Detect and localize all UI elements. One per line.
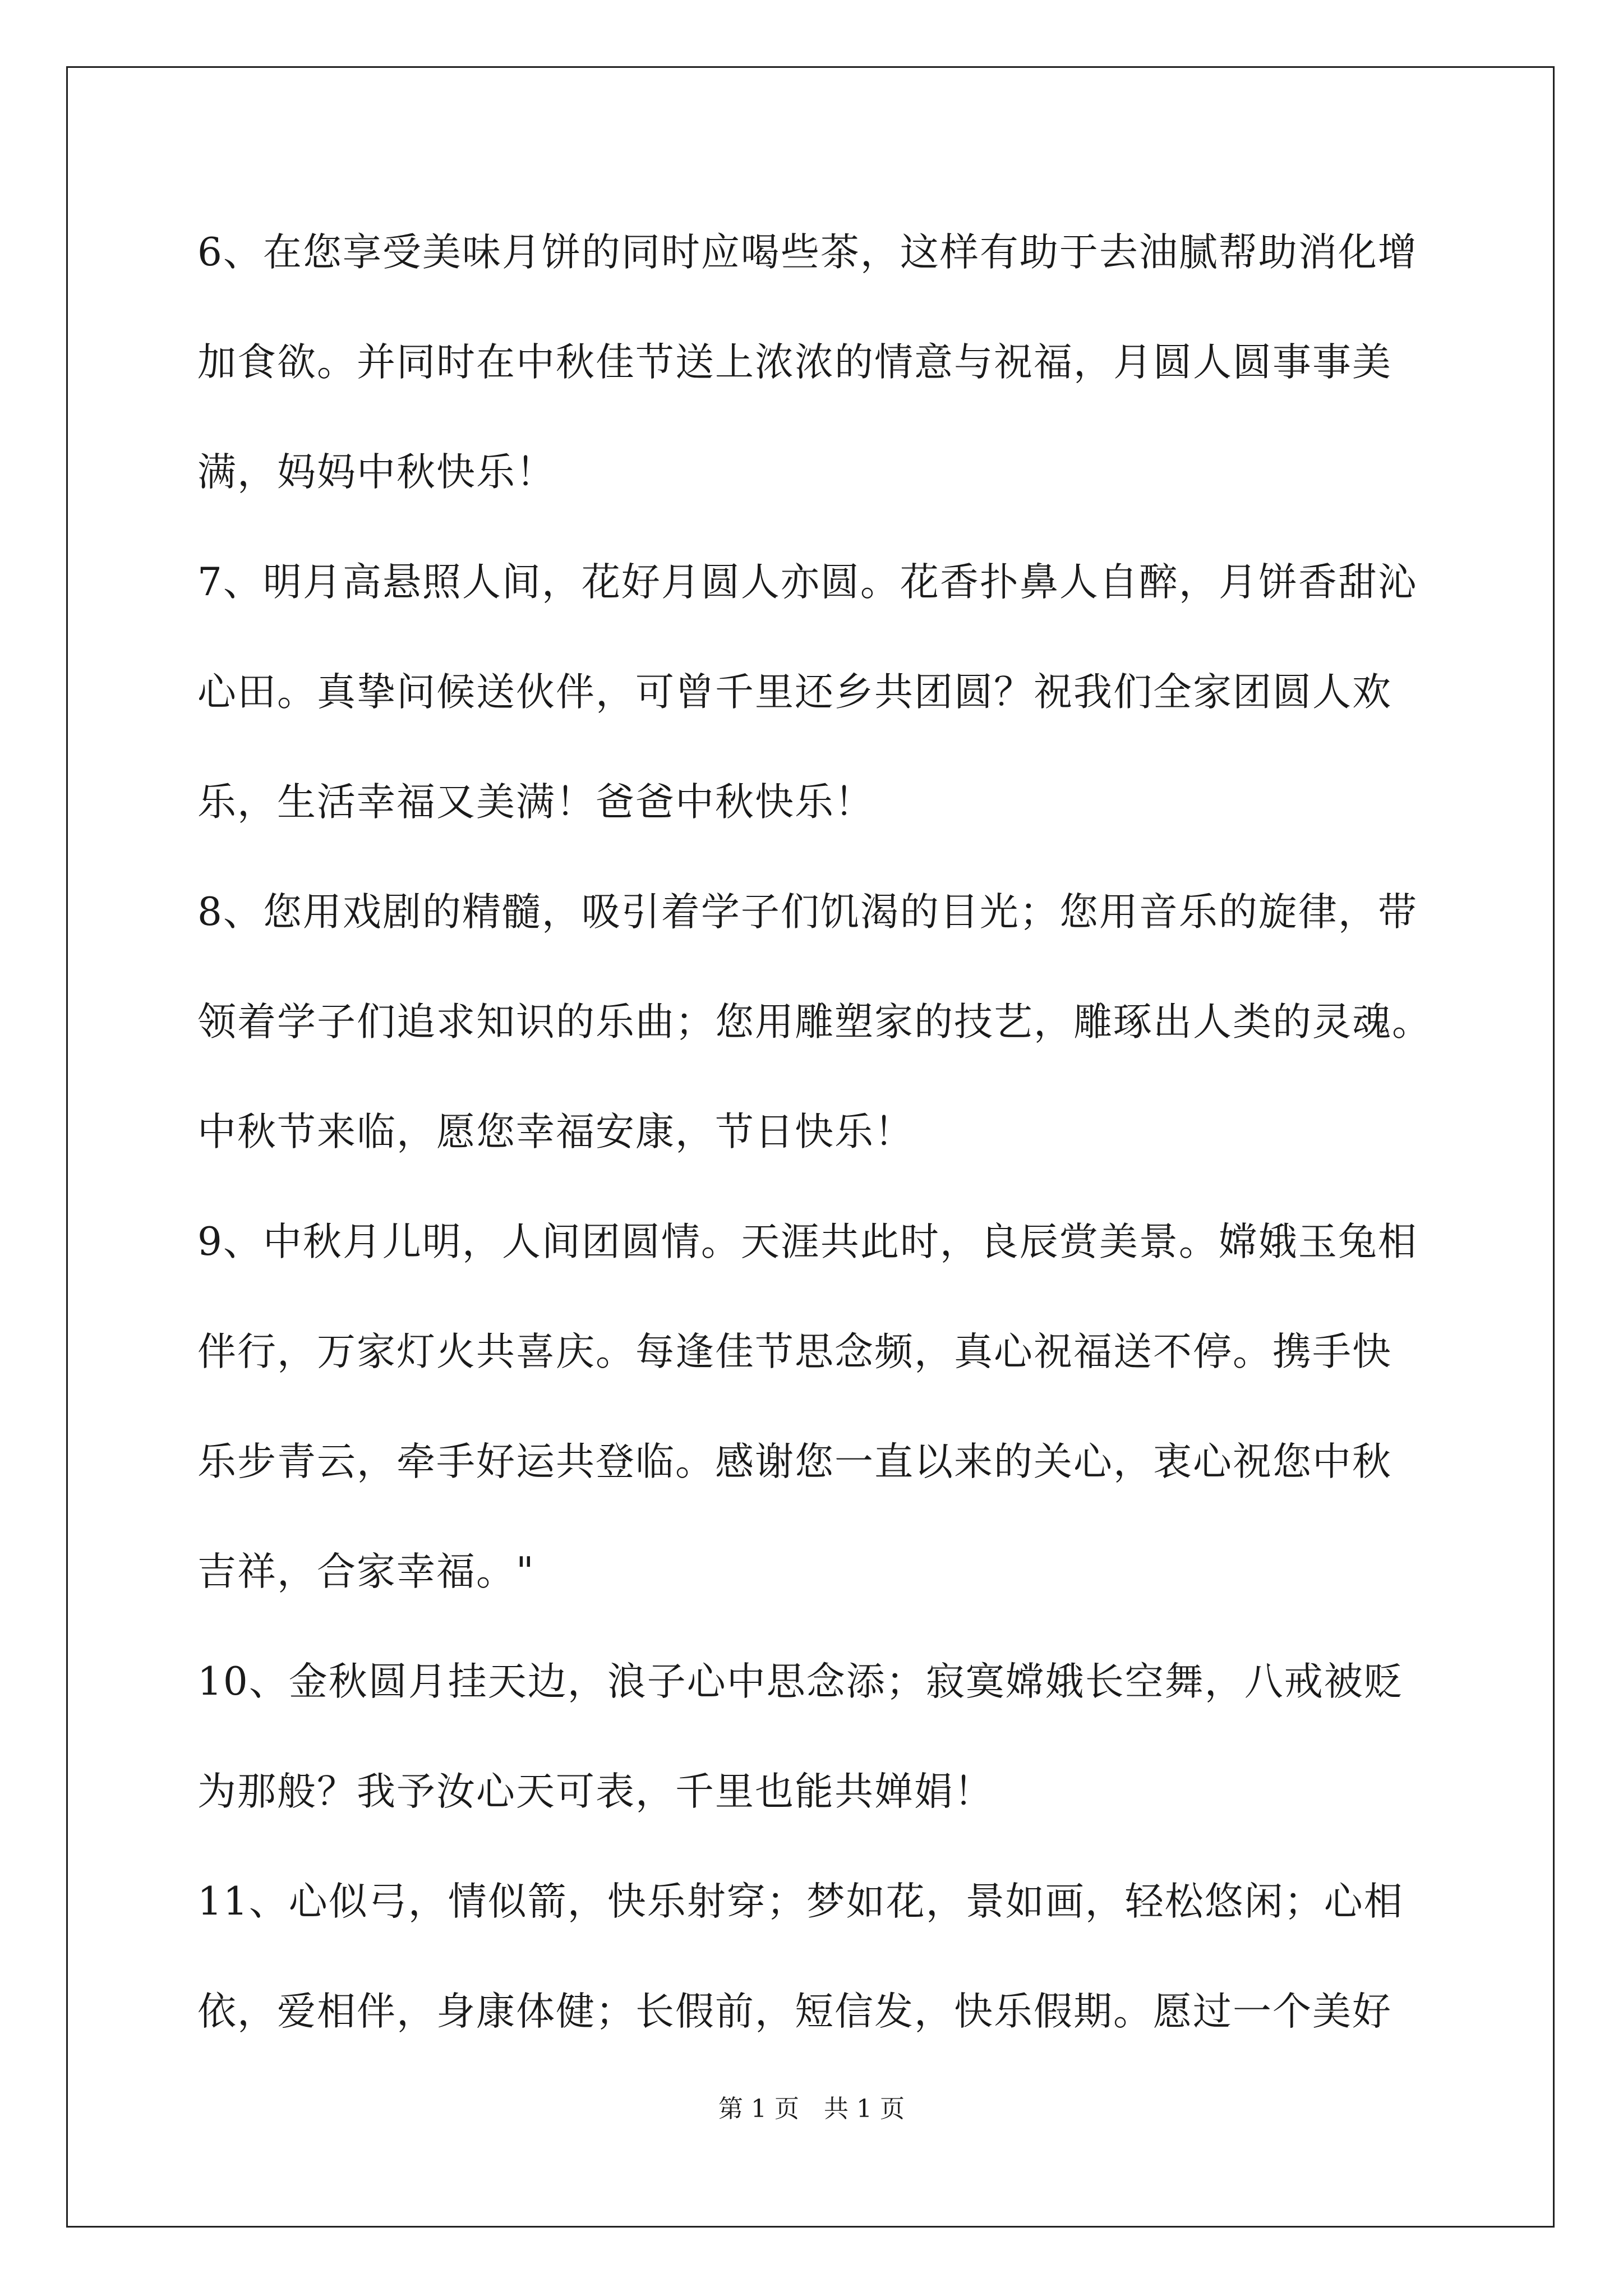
document-body xyxy=(197,224,1487,2093)
text-line: 领着学子们追求知识的乐曲；您用雕塑家的技艺，雕琢出人类的灵魂。 xyxy=(197,1000,1432,1045)
text-line: 为那般？我予汝心天可表，千里也能共婵娟！ xyxy=(197,1769,994,1814)
text-line: 乐步青云，牵手好运共登临。感谢您一直以来的关心，衷心祝您中秋 xyxy=(197,1439,1392,1484)
text-line: 乐，生活幸福又美满！爸爸中秋快乐！ xyxy=(197,780,874,825)
text-line: 10、金秋圆月挂天边，浪子心中思念添；寂寞嫦娥长空舞，八戒被贬 xyxy=(197,1659,1404,1704)
text-line: 8、您用戏剧的精髓，吸引着学子们饥渴的目光；您用音乐的旋律，带 xyxy=(197,890,1418,935)
text-line: 心田。真挚问候送伙伴，可曾千里还乡共团圆？祝我们全家团圆人欢 xyxy=(197,670,1392,715)
text-line: 6、在您享受美味月饼的同时应喝些茶，这样有助于去油腻帮助消化增 xyxy=(197,230,1418,275)
text-line: 吉祥，合家幸福。" xyxy=(197,1549,535,1594)
text-line: 中秋节来临，愿您幸福安康，节日快乐！ xyxy=(197,1110,914,1154)
text-line: 满，妈妈中秋快乐！ xyxy=(197,450,556,495)
text-line: 11、心似弓，情似箭，快乐射穿；梦如花，景如画，轻松悠闲；心相 xyxy=(197,1879,1404,1924)
text-line: 9、中秋月儿明，人间团圆情。天涯共此时，良辰赏美景。嫦娥玉兔相 xyxy=(197,1220,1418,1264)
text-line: 加食欲。并同时在中秋佳节送上浓浓的情意与祝福，月圆人圆事事美 xyxy=(197,340,1392,385)
text-line: 7、明月高悬照人间，花好月圆人亦圆。花香扑鼻人自醉，月饼香甜沁 xyxy=(197,560,1418,605)
text-line: 依，爱相伴，身康体健；长假前，短信发，快乐假期。愿过一个美好 xyxy=(197,1989,1392,2034)
text-line: 伴行，万家灯火共喜庆。每逢佳节思念频，真心祝福送不停。携手快 xyxy=(197,1329,1392,1374)
page-number-footer: 第 1 页 共 1 页 xyxy=(718,2095,905,2123)
